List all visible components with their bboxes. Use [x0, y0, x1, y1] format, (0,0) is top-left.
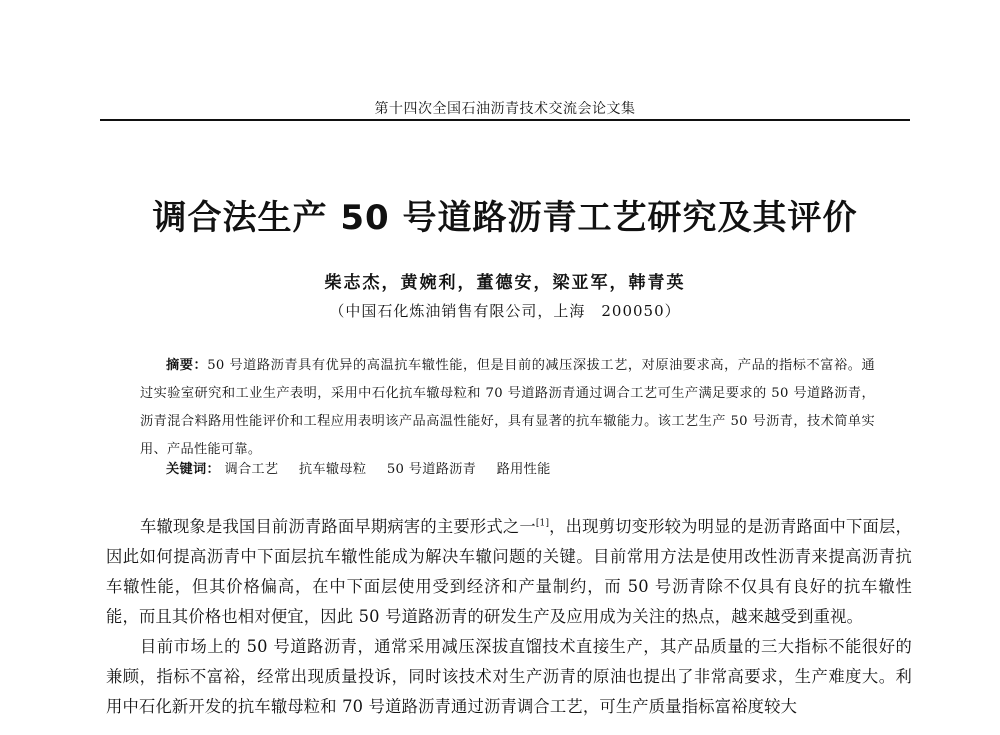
abstract — [140, 352, 875, 464]
keyword: 抗车辙母粒 — [298, 462, 367, 477]
abstract-text: 50 号道路沥青具有优异的高温抗车辙性能，但是目前的减压深拔工艺，对原油要求高，产品的指标不富裕。通过实验室研究和工业生产表明，采用中石化抗车辙母粒和 70 号道路沥青通过调合工艺可生产满足要求的 50 号道路沥青，沥青混合料路用性能评价和工程应用表明该产品高温性能好，具有显著的抗车辙能力。该工艺生产 50 号沥青，技术简单实用、产品性能可靠。 — [140, 358, 875, 457]
abstract-label: 摘要： — [166, 358, 208, 373]
body-paragraph: 目前市场上的 50 号道路沥青，通常采用减压深拔直馏技术直接生产，其产品质量的三大指标不能很好的兼顾，指标不富裕，经常出现质量投诉，同时该技术对生产沥青的原油也提出了非常高要求，生产难度大。利用中石化新开发的抗车辙母粒和 70 号道路沥青通过沥青调合工艺，可生产质量指标富裕度较大 — [106, 637, 912, 716]
keyword: 50 号道路沥青 — [386, 462, 477, 477]
citation-ref[interactable]: [1] — [535, 518, 550, 529]
running-head: 第十四次全国石油沥青技术交流会论文集 — [374, 101, 636, 117]
keyword: 路用性能 — [496, 462, 551, 477]
keywords-label: 关键词： — [166, 462, 220, 477]
paragraph-text: 车辙现象是我国目前沥青路面早期病害的主要形式之一 — [140, 517, 536, 536]
author-list: 柴志杰，黄婉利，董德安，梁亚军，韩青英 — [324, 273, 686, 293]
header-rule — [100, 119, 910, 121]
paragraph-text: ，出现剪切变形较为明显的是沥青路面中下面层，因此如何提高沥青中下面层抗车辙性能成为解决车辙问题的关键。目前常用方法是使用改性沥青来提高沥青抗车辙性能，但其价格偏高，在中下面层使用受到经济和产量制约，而 50 号沥青除不仅具有良好的抗车辙性能，而且其价格也相对便宜，因此 50 号道路沥青的研发生产及应用成为关注的热点，越来越受到重视。 — [106, 517, 912, 626]
body-paragraph — [106, 512, 912, 632]
paper-title: 调合法生产 50 号道路沥青工艺研究及其评价 — [152, 198, 858, 238]
keyword: 调合工艺 — [224, 462, 279, 477]
body-text — [106, 512, 912, 722]
keywords — [166, 460, 866, 480]
affiliation: （中国石化炼油销售有限公司，上海 200050） — [329, 302, 681, 320]
